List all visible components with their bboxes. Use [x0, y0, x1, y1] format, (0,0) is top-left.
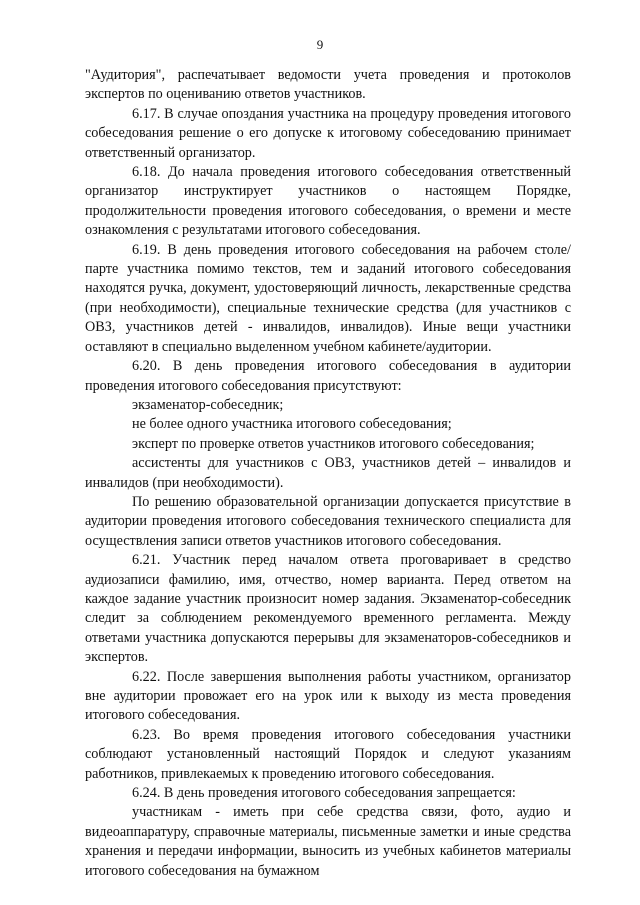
paragraph-6-19: 6.19. В день проведения итогового собеседования на рабочем столе/парте участника помимо текстов, тем и заданий итогового собеседования находятся ручка, документ, удостоверяющий личность, лекарственные средства (при необходимости), специальные технические средства (для участников с ОВЗ, участников детей - инвалидов, инвалидов). Иные вещи участники оставляют в специально выделенном учебном кабинете/аудитории. — [85, 241, 571, 355]
list-item-expert: эксперт по проверке ответов участников итогового собеседования; — [132, 435, 535, 452]
paragraph-auditoriya-continuation: "Аудитория", распечатывает ведомости учета проведения и протоколов экспертов по оцениванию ответов участников. — [85, 67, 571, 103]
list-item-examiner: экзаменатор-собеседник; — [132, 396, 284, 413]
list-item-assistants: ассистенты для участников с ОВЗ, участников детей – инвалидов и инвалидов (при необходимости). — [85, 455, 571, 491]
paragraph-6-22: 6.22. После завершения выполнения работы участником, организатор вне аудитории провожает его на урок или к выходу из места проведения итогового собеседования. — [85, 668, 571, 724]
page-number: 9 — [316, 37, 324, 52]
paragraph-6-17: 6.17. В случае опоздания участника на процедуру проведения итогового собеседования решение о его допуске к итоговому собеседованию принимает ответственный организатор. — [85, 105, 571, 161]
paragraph-prohibited-items: участникам - иметь при себе средства связи, фото, аудио и видеоаппаратуру, справочные материалы, письменные заметки и иные средства хранения и передачи информации, выносить из учебных кабинетов материалы итогового собеседования на бумажном — [85, 804, 571, 879]
document-body — [85, 66, 571, 881]
paragraph-6-23: 6.23. Во время проведения итогового собеседования участники соблюдают установленный настоящий Порядок и следуют указаниям работников, привлекаемых к проведению итогового собеседования. — [85, 726, 571, 782]
paragraph-6-20: 6.20. В день проведения итогового собеседования в аудитории проведения итогового собеседования присутствуют: — [85, 358, 571, 394]
paragraph-6-24: 6.24. В день проведения итогового собеседования запрещается: — [132, 785, 516, 802]
list-item-participant: не более одного участника итогового собеседования; — [132, 416, 452, 433]
paragraph-6-21: 6.21. Участник перед началом ответа проговаривает в средство аудиозаписи фамилию, имя, отчество, номер варианта. Перед ответом на каждое задание участник произносит номер задания. Экзаменатор-собеседник следит за соблюдением рекомендуемого временного регламента. Между ответами участника допускаются перерывы для экзаменаторов-собеседников и экспертов. — [85, 552, 571, 666]
paragraph-6-18: 6.18. До начала проведения итогового собеседования ответственный организатор инструктирует участников о настоящем Порядке, продолжительности проведения итогового собеседования, о времени и месте ознакомления с результатами итогового собеседования. — [85, 164, 571, 239]
paragraph-technical-specialist: По решению образовательной организации допускается присутствие в аудитории проведения итогового собеседования технического специалиста для осуществления записи ответов участников итогового собеседования. — [85, 493, 571, 549]
